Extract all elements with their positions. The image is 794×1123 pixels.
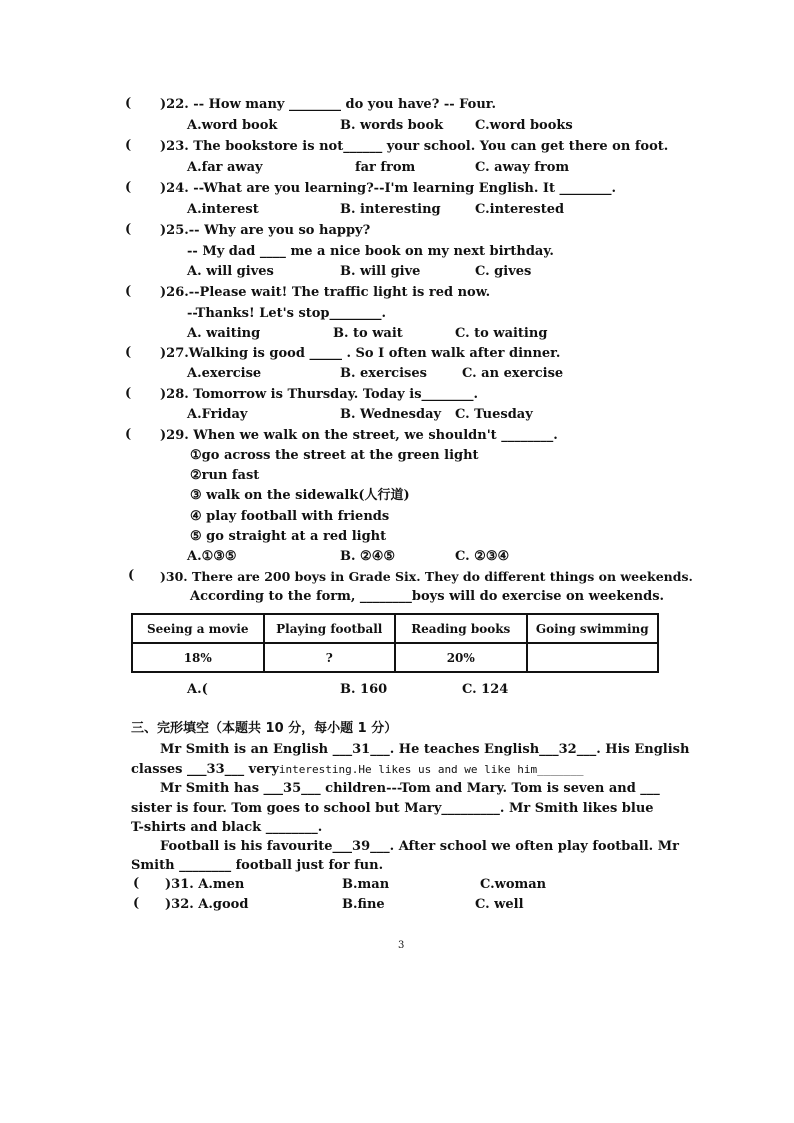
question-23-stem: )23. The bookstore is not______ your school. You can get there on foot. (160, 139, 669, 154)
answer-paren[interactable]: ( (128, 568, 135, 583)
activity-form-table (131, 613, 659, 673)
cloze-p1-line2-typed: interesting.He likes us and we like him_______ (278, 763, 584, 776)
question-28-stem: )28. Tomorrow is Thursday. Today is________. (160, 387, 479, 402)
answer-paren[interactable]: ( (125, 284, 132, 299)
q29-option-a: A.①③⑤ (187, 549, 237, 564)
q31-option-a: )31. A.men (165, 877, 245, 892)
q32-option-b: B.fine (342, 897, 385, 912)
section-title: 三、完形填空（本题共 10 分，每小题 1 分） (131, 721, 398, 736)
question-30-stem: )30. There are 200 boys in Grade Six. They do different things on weekends. (160, 569, 693, 584)
q23-option-a: A.far away (187, 160, 263, 175)
question-25-stem2: -- My dad ____ me a nice book on my next birthday. (187, 244, 554, 259)
q32-option-c: C. well (475, 897, 524, 912)
q28-option-b: B. Wednesday (340, 407, 442, 422)
answer-paren[interactable]: ( (133, 896, 140, 911)
cloze-p1-line1: Mr Smith is an English ___31___. He teaches English___32___. His English (160, 742, 690, 757)
answer-paren[interactable]: ( (133, 876, 140, 891)
q22-option-b: B. words book (340, 118, 444, 133)
q23-option-c: C. away from (475, 160, 570, 175)
q27-option-c: C. an exercise (462, 366, 564, 381)
page-number: 3 (398, 940, 405, 951)
q22-option-c: C.word books (475, 118, 573, 133)
answer-paren[interactable]: ( (125, 427, 132, 442)
cloze-p3-line1: Football is his favourite___39___. After school we often play football. Mr (160, 839, 679, 854)
q26-option-c: C. to waiting (455, 326, 548, 341)
q29-option-c: C. ②③④ (455, 549, 510, 564)
cloze-p1-line2 (131, 761, 584, 779)
q29-sub-4: ④ play football with friends (190, 509, 390, 524)
q22-option-a: A.word book (187, 118, 278, 133)
table-header-cell: Going swimming (527, 614, 659, 643)
q25-option-a: A. will gives (187, 264, 274, 279)
q29-option-b: B. ②④⑤ (340, 549, 396, 564)
question-29-stem: )29. When we walk on the street, we shouldn't ________. (160, 428, 558, 443)
question-26-stem2: --Thanks! Let's stop________. (187, 306, 387, 321)
answer-paren[interactable]: ( (125, 180, 132, 195)
question-27-stem: )27.Walking is good _____ . So I often walk after dinner. (160, 346, 561, 361)
table-row (132, 643, 658, 672)
table-header-cell: Reading books (395, 614, 527, 643)
question-26-stem: )26.--Please wait! The traffic light is red now. (160, 285, 491, 300)
table-header-cell: Playing football (264, 614, 396, 643)
question-30-stem2: According to the form, ________boys will do exercise on weekends. (190, 589, 665, 604)
table-header-cell: Seeing a movie (132, 614, 264, 643)
q28-option-c: C. Tuesday (455, 407, 533, 422)
answer-paren[interactable]: ( (125, 96, 132, 111)
table-cell: 20% (395, 643, 527, 672)
cloze-p1-line2-bold: classes ___33___ very (131, 762, 279, 777)
q31-option-b: B.man (342, 877, 390, 892)
q24-option-b: B. interesting (340, 202, 441, 217)
answer-paren[interactable]: ( (125, 345, 132, 360)
answer-paren[interactable]: ( (125, 222, 132, 237)
answer-paren[interactable]: ( (125, 138, 132, 153)
cloze-p2-line3: T-shirts and black ________. (131, 820, 323, 835)
q26-option-b: B. to wait (333, 326, 403, 341)
q31-option-c: C.woman (480, 877, 547, 892)
q30-option-a: A.( (187, 682, 208, 697)
q25-option-b: B. will give (340, 264, 421, 279)
q30-option-b: B. 160 (340, 682, 388, 697)
q27-option-a: A.exercise (187, 366, 262, 381)
q29-sub-2: ②run fast (190, 468, 260, 483)
q29-sub-1: ①go across the street at the green light (190, 448, 479, 463)
table-row (132, 614, 658, 643)
answer-paren[interactable]: ( (125, 386, 132, 401)
q24-option-c: C.interested (475, 202, 565, 217)
q32-option-a: )32. A.good (165, 897, 249, 912)
cloze-p2-line2: sister is four. Tom goes to school but Mary_________. Mr Smith likes blue (131, 801, 654, 816)
question-22-stem: )22. -- How many ________ do you have? -- Four. (160, 97, 496, 112)
q26-option-a: A. waiting (187, 326, 261, 341)
q24-option-a: A.interest (187, 202, 259, 217)
table-cell: ? (264, 643, 396, 672)
cloze-p3-line2: Smith ________ football just for fun. (131, 858, 384, 873)
question-25-stem: )25.-- Why are you so happy? (160, 223, 371, 238)
q29-sub-3: ③ walk on the sidewalk(人行道) (190, 488, 410, 503)
q28-option-a: A.Friday (187, 407, 248, 422)
question-24-stem: )24. --What are you learning?--I'm learning English. It ________. (160, 181, 617, 196)
q29-sub-5: ⑤ go straight at a red light (190, 529, 387, 544)
cloze-p2-line1: Mr Smith has ___35___ children---Tom and Mary. Tom is seven and ___ (160, 781, 660, 796)
q30-option-c: C. 124 (462, 682, 509, 697)
table-cell: 18% (132, 643, 264, 672)
table-cell (527, 643, 659, 672)
q27-option-b: B. exercises (340, 366, 427, 381)
q25-option-c: C. gives (475, 264, 532, 279)
q23-option-b: far from (355, 160, 416, 175)
